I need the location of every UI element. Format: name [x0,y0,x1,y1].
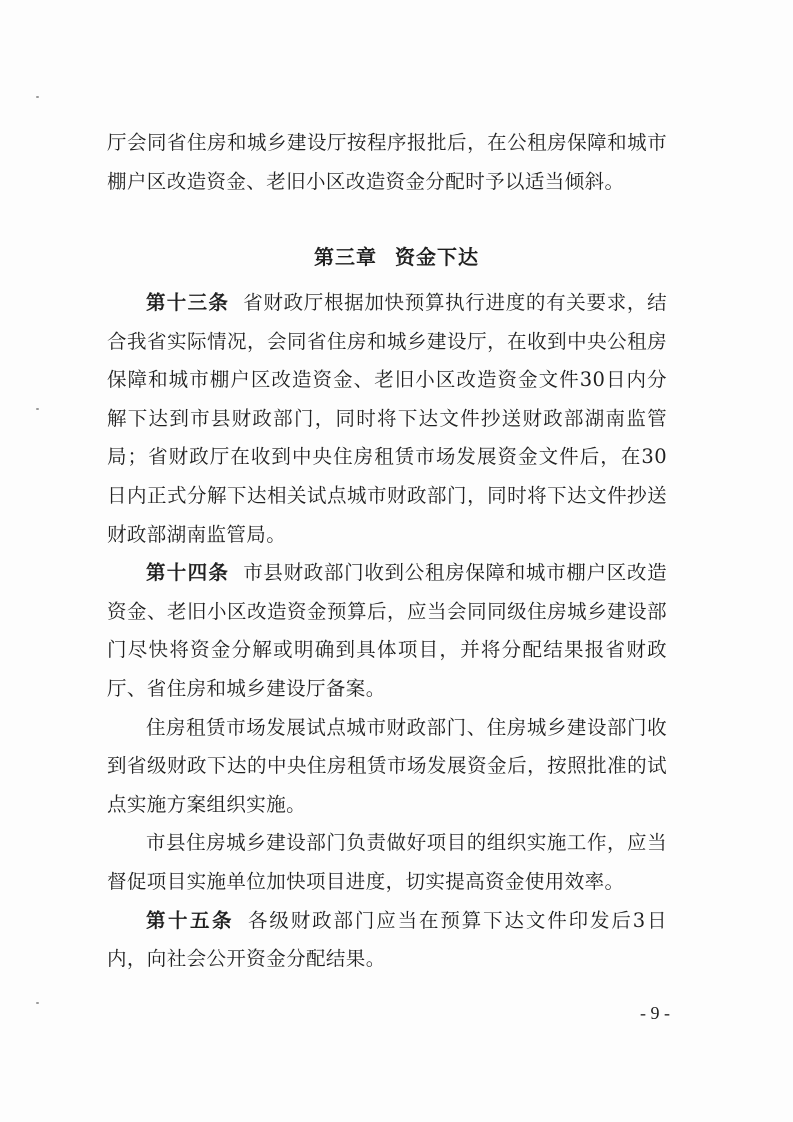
chapter-heading [0,242,793,272]
page-number: - 9 - [640,1003,670,1023]
chapter-body [107,284,667,979]
paragraph-implementation: 市县住房城乡建设部门负责做好项目的组织实施工作，应当督促项目实施单位加快项目进度，切实提高资金使用效率。 [107,831,667,893]
article-14 [107,554,667,708]
article-13-text: 省财政厅根据加快预算执行进度的有关要求，结合我省实际情况，会同省住房和城乡建设厅，在收到中央公租房保障和城市棚户区改造资金、老旧小区改造资金文件30日内分解下达到市县财政部门，同时将下达文件抄送财政部湖南监管局；省财政厅在收到中央住房租赁市场发展资金文件后，在30日内正式分解下达相关试点城市财政部门，同时将下达文件抄送财政部湖南监管局。 [107,291,667,546]
article-14-label: 第十四条 [146,561,230,585]
article-15-text: 各级财政部门应当在预算下达文件印发后3日内，向社会公开资金分配结果。 [107,908,667,971]
scan-speck [36,408,39,410]
article-15 [107,902,667,979]
chapter-number: 第三章 [314,245,377,269]
scan-speck [36,96,39,98]
continued-paragraph [107,124,667,201]
article-13-label: 第十三条 [146,291,230,314]
chapter-title: 资金下达 [395,245,479,269]
article-15-label: 第十五条 [146,908,234,932]
scan-speck [36,1002,39,1004]
article-14-text: 市县财政部门收到公租房保障和城市棚户区改造资金、老旧小区改造资金预算后，应当会同同级住房城乡建设部门尽快将资金分解或明确到具体项目，并将分配结果报省财政厅、省住房和城乡建设厅备案。 [107,561,667,700]
continuation-text: 厅会同省住房和城乡建设厅按程序报批后，在公租房保障和城市棚户区改造资金、老旧小区改造资金分配时予以适当倾斜。 [107,131,667,193]
paragraph-pilot-cities: 住房租赁市场发展试点城市财政部门、住房城乡建设部门收到省级财政下达的中央住房租赁市场发展资金后，按照批准的试点实施方案组织实施。 [107,715,667,816]
article-13 [107,284,667,554]
